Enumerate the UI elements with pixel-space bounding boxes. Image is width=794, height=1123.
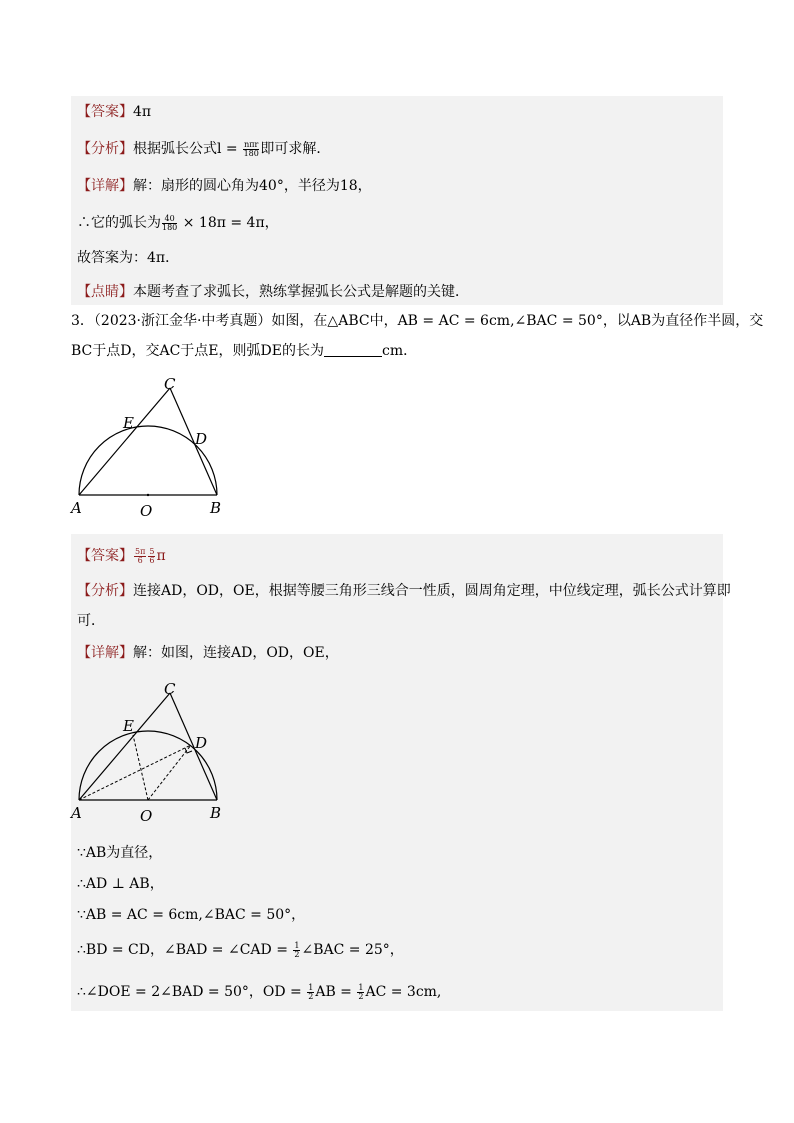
segment-AC: [79, 693, 170, 800]
label-O: O: [140, 502, 153, 520]
q3-answer: 【答案】 $\frac{5\pi}{6}$ $\frac{5}{6}$ π: [77, 546, 166, 565]
half-fraction: $\frac{1}{2}$: [358, 982, 364, 1001]
q3-step2: ∴AD ⊥ AB，: [77, 876, 164, 892]
q2-analysis: 【分析】根据弧长公式l = $\frac{\text{nπr}}{180}$ 即可求解．: [77, 139, 331, 158]
label-A: A: [71, 804, 82, 822]
answer-fraction: $\frac{5\pi}{6}$: [135, 546, 146, 565]
answer-blank: [324, 342, 382, 357]
segment-AC: [79, 388, 170, 495]
segment-OE: [133, 735, 148, 800]
q2-conclusion: 故答案为：4π．: [77, 250, 180, 266]
label-D: D: [195, 734, 208, 752]
q3-detail: 【详解】解：如图，连接AD，OD，OE，: [77, 645, 339, 661]
q2-comment: 【点睛】本题考查了求弧长，熟练掌握弧长公式是解题的关键．: [77, 284, 469, 300]
label-D: D: [195, 430, 208, 448]
arc-formula-fraction: $\frac{\text{nπr}}{180}$: [243, 139, 259, 158]
label-O: O: [140, 807, 153, 825]
q2-detail: 【详解】解：扇形的圆心角为40°，半径为18，: [77, 178, 372, 194]
label-E: E: [123, 414, 134, 432]
label-C: C: [164, 375, 176, 393]
answer-tag: 【答案】: [77, 104, 133, 120]
label-B: B: [210, 804, 222, 822]
segment-OD: [148, 745, 191, 800]
q2-answer: 【答案】4π: [77, 104, 152, 120]
half-fraction: $\frac{1}{2}$: [308, 982, 314, 1001]
solution-block-q2: [71, 96, 723, 305]
q3-step3: ∵AB = AC = 6cm,∠BAC = 50°，: [77, 907, 306, 923]
figure-2: [60, 675, 240, 825]
label-C: C: [164, 680, 176, 698]
analysis-tag: 【分析】: [77, 141, 133, 157]
segment-BC: [170, 388, 217, 495]
q3-analysis-line1: 【分析】连接AD，OD，OE，根据等腰三角形三线合一性质，圆周角定理，中位线定理，弧长公式计算即: [77, 583, 731, 599]
answer-alt-fraction: $\frac{5}{6}$: [149, 546, 155, 565]
q3-stem-line2: BC于点D，交AC于点E，则弧DE的长为 cm．: [71, 343, 418, 359]
figure-1: [60, 370, 240, 520]
segment-AD: [79, 745, 191, 800]
center-O: [147, 494, 149, 496]
label-B: B: [210, 499, 222, 517]
label-E: E: [123, 717, 134, 735]
comment-tag: 【点睛】: [77, 284, 133, 300]
q3-step4: ∴BD = CD，∠BAD = ∠CAD = $\frac{1}{2}$ ∠BAC = 25°，: [77, 940, 404, 959]
q3-analysis-line2: 可．: [77, 613, 105, 629]
step-fraction: $\frac{40}{180}$: [162, 213, 178, 232]
label-A: A: [71, 499, 82, 517]
q3-step1: ∵AB为直径，: [77, 845, 163, 861]
q3-stem-line1: 3．（2023·浙江金华·中考真题）如图，在△ABC中，AB = AC = 6cm,∠BAC = 50°，以AB为直径作半圆，交: [71, 313, 764, 329]
q3-step5: ∴∠DOE = 2∠BAD = 50°，OD = $\frac{1}{2}$ AB = $\frac{1}{2}$ AC = 3cm,: [77, 982, 442, 1001]
half-fraction: $\frac{1}{2}$: [294, 940, 300, 959]
detail-tag: 【详解】: [77, 178, 133, 194]
segment-BC: [170, 693, 217, 800]
q2-step: ∴它的弧长为 $\frac{40}{180}$ × 18π = 4π，: [77, 213, 279, 232]
